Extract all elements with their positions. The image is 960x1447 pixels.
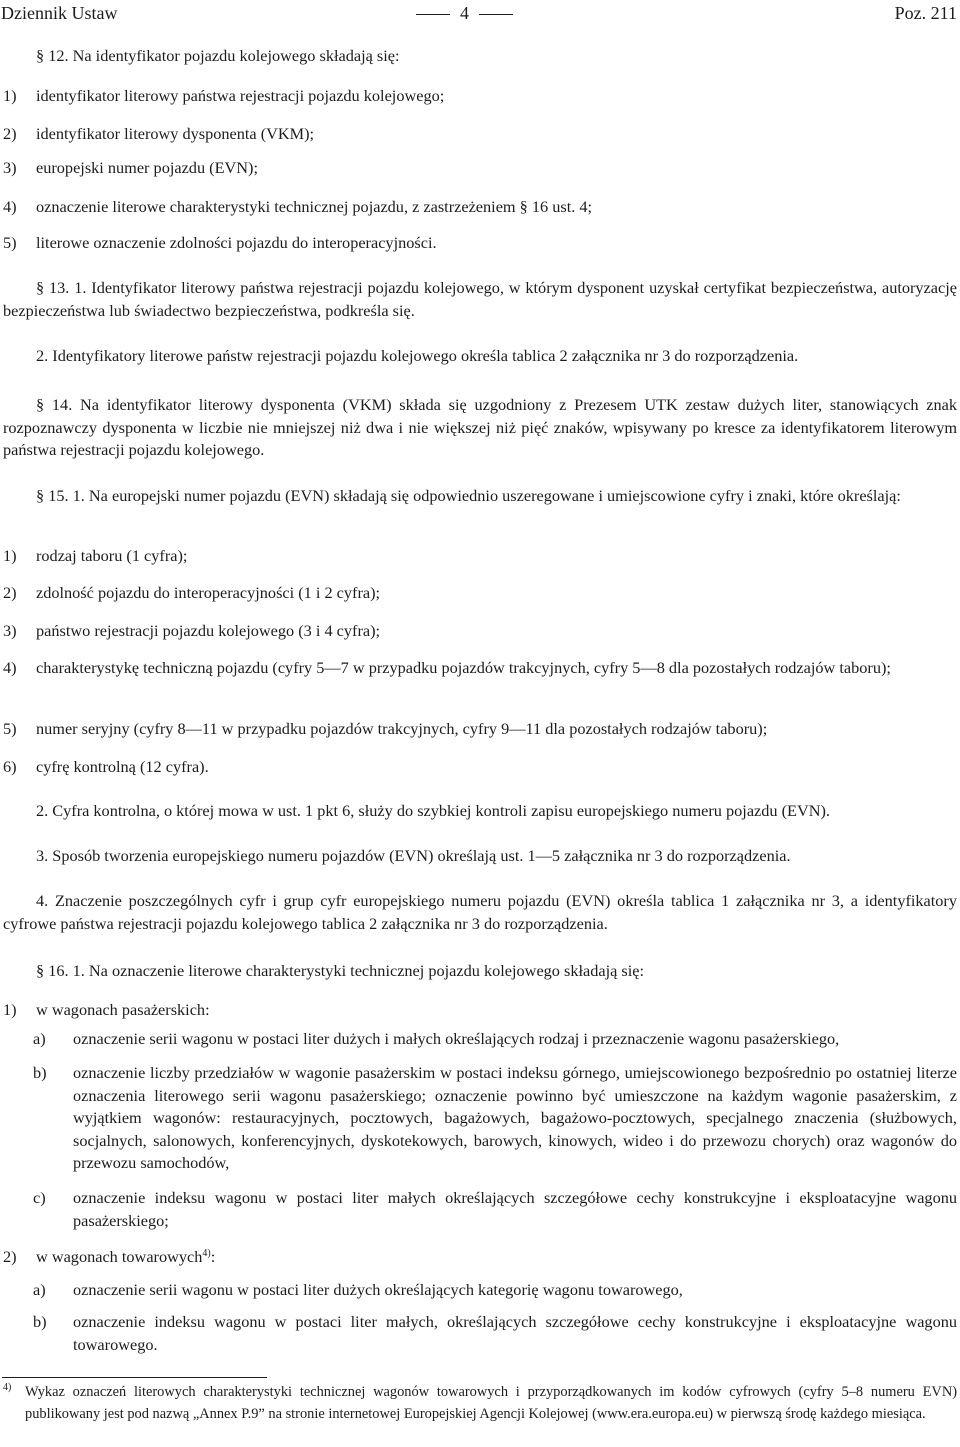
section-12-item-1 xyxy=(3,85,957,108)
section-12-item-4 xyxy=(3,196,957,219)
subitem-text: oznaczenie serii wagonu w postaci liter dużych i małych określających rodzaj i przeznaczenie wagonu pasażerskiego, xyxy=(73,1029,840,1048)
section-16-item-2-sub-b xyxy=(33,1311,957,1356)
item-2-label: w wagonach towarowych xyxy=(36,1247,203,1266)
footnote-number: 4) xyxy=(3,1382,12,1393)
section-16-item-2-sub-a xyxy=(33,1279,957,1302)
subitem-text: oznaczenie liczby przedziałów w wagonie pasażerskim w postaci indeksu górnego, umiejscowionego bezpośrednio po ostatniej literze oznaczenia literowego serii wagonu pasażerskiego; oznaczenie powinno być umieszczone na każdym wagonie pasażerskim, z wyjątkiem wagonów: restauracyjnych, pocztowych, bagażowych, bagażowo-pocztowych, specjalnego znaczenia (służbowych, socjalnych, salonowych, konferencyjnych, dyskotekowych, barowych, kinowych, wideo i do przewozu chorych) oraz wagonów do przewozu samochodów, xyxy=(73,1063,957,1172)
position-number: Poz. 211 xyxy=(894,3,957,23)
item-text: europejski numer pojazdu (EVN); xyxy=(36,158,258,177)
item-text: zdolność pojazdu do interoperacyjności (1 i 2 cyfra); xyxy=(36,583,381,602)
subitem-text: oznaczenie indeksu wagonu w postaci liter małych określających szczegółowe cechy konstrukcyjne i eksploatacyjne wagonu pasażerskiego; xyxy=(73,1188,957,1230)
item-number: 2) xyxy=(3,583,17,602)
section-12-intro: § 12. Na identyfikator pojazdu kolejowego składają się: xyxy=(36,46,400,65)
item-number: 5) xyxy=(3,719,17,738)
section-15-item-2 xyxy=(3,582,957,605)
subitem-letter: c) xyxy=(33,1188,46,1207)
item-text: rodzaj taboru (1 cyfra); xyxy=(36,546,188,565)
section-16-item-1 xyxy=(3,999,957,1022)
section-15-item-1 xyxy=(3,545,957,568)
item-2-colon: : xyxy=(210,1247,216,1266)
item-text: cyfrę kontrolną (12 cyfra). xyxy=(36,757,209,776)
section-13-paragraph-2: 2. Identyfikatory literowe państw rejestracji pojazdu kolejowego określa tablica 2 załącznika nr 3 do rozporządzenia. xyxy=(36,346,799,365)
section-15-item-6 xyxy=(3,756,957,779)
subitem-letter: a) xyxy=(33,1029,46,1048)
subitem-letter: a) xyxy=(33,1280,46,1299)
item-number: 4) xyxy=(3,197,17,216)
item-text: numer seryjny (cyfry 8—11 w przypadku pojazdów trakcyjnych, cyfry 9—11 dla pozostałych rodzajów taboru); xyxy=(36,719,768,738)
item-number: 6) xyxy=(3,757,17,776)
item-number: 1) xyxy=(3,1000,17,1019)
section-16-item-1-sub-b xyxy=(33,1062,957,1175)
item-number: 1) xyxy=(3,546,17,565)
page-number: 4 xyxy=(460,3,469,23)
item-text: charakterystykę techniczną pojazdu (cyfry 5—7 w przypadku pojazdów trakcyjnych, cyfry 5—8 dla pozostałych rodzajów taboru); xyxy=(36,658,891,677)
section-15-item-5 xyxy=(3,718,957,741)
section-15-paragraph-2: 2. Cyfra kontrolna, o której mowa w ust. 1 pkt 6, służy do szybkiej kontroli zapisu europejskiego numeru pojazdu (EVN). xyxy=(36,801,831,820)
section-16-item-1-sub-a xyxy=(33,1028,957,1051)
item-number: 3) xyxy=(3,158,17,177)
subitem-letter: b) xyxy=(33,1063,47,1082)
subitem-text: oznaczenie serii wagonu w postaci liter dużych określających kategorię wagonu towarowego, xyxy=(73,1280,683,1299)
section-12-item-2 xyxy=(3,123,957,146)
item-text: w wagonach pasażerskich: xyxy=(36,1000,210,1019)
section-15-item-3 xyxy=(3,620,957,643)
section-12-item-5 xyxy=(3,232,957,255)
item-text xyxy=(36,1246,957,1269)
section-14-paragraph: § 14. Na identyfikator literowy dysponenta (VKM) składa się uzgodniony z Prezesem UTK zestaw dużych liter, stanowiących znak rozpoznawczy dysponenta w liczbie nie mniejszej niż dwa i nie większej niż pięć znaków, wpisywany po kresce za identyfikatorem literowym państwa rejestracji pojazdu kolejowego. xyxy=(3,395,957,459)
item-text: literowe oznaczenie zdolności pojazdu do interoperacyjności. xyxy=(36,233,437,252)
item-number: 1) xyxy=(3,86,17,105)
item-text: oznaczenie literowe charakterystyki technicznej pojazdu, z zastrzeżeniem § 16 ust. 4; xyxy=(36,197,593,216)
subitem-letter: b) xyxy=(33,1312,47,1331)
item-text: państwo rejestracji pojazdu kolejowego (3 i 4 cyfra); xyxy=(36,621,381,640)
section-16-item-1-sub-c xyxy=(33,1187,957,1232)
section-15-paragraph-4: 4. Znaczenie poszczególnych cyfr i grup cyfr europejskiego numeru pojazdu (EVN) określa tablica 1 załącznika nr 3, a identyfikatory cyfrowe państwa rejestracji pojazdu kolejowego tablica 2 załącznika nr 3 do rozporządzenia. xyxy=(3,891,957,933)
item-number: 5) xyxy=(3,233,17,252)
section-15-item-4 xyxy=(3,657,957,680)
section-12-item-3 xyxy=(3,157,957,180)
section-13-paragraph-1: § 13. 1. Identyfikator literowy państwa rejestracji pojazdu kolejowego, w którym dysponent uzyskał certyfikat bezpieczeństwa, autoryzację bezpieczeństwa lub świadectwo bezpieczeństwa, podkreśla się. xyxy=(3,278,957,320)
page-header xyxy=(0,2,960,26)
section-15-paragraph-1: § 15. 1. Na europejski numer pojazdu (EVN) składają się odpowiednio uszeregowane i umiejscowione cyfry i znaki, które określają: xyxy=(36,486,901,505)
subitem-text: oznaczenie indeksu wagonu w postaci liter małych, określających szczegółowe cechy konstrukcyjne i eksploatacyjne wagonu towarowego. xyxy=(73,1312,957,1354)
footnote xyxy=(3,1382,957,1425)
footnote-text: Wykaz oznaczeń literowych charakterystyki technicznej wagonów towarowych i przyporządkowanych im kodów cyfrowych (cyfry 5–8 numeru EVN) publikowany jest pod nazwą „Annex P.9” na stronie internetowej Europejskiej Agencji Kolejowej (www.era.europa.eu) w pierwszą środę każdego miesiąca. xyxy=(25,1384,957,1422)
item-text: identyfikator literowy państwa rejestracji pojazdu kolejowego; xyxy=(36,86,445,105)
footnote-reference[interactable]: 4) xyxy=(202,1248,211,1259)
item-text: identyfikator literowy dysponenta (VKM); xyxy=(36,124,315,143)
item-number: 2) xyxy=(3,124,17,143)
section-15-paragraph-3: 3. Sposób tworzenia europejskiego numeru pojazdów (EVN) określają ust. 1—5 załącznika nr 3 do rozporządzenia. xyxy=(36,846,791,865)
section-16-paragraph-1: § 16. 1. Na oznaczenie literowe charakterystyki technicznej pojazdu kolejowego składają się: xyxy=(36,961,645,980)
item-number: 3) xyxy=(3,621,17,640)
item-number: 2) xyxy=(3,1247,17,1266)
section-16-item-2 xyxy=(3,1246,957,1269)
footnote-divider xyxy=(2,1377,267,1378)
journal-title: Dziennik Ustaw xyxy=(1,3,118,23)
item-number: 4) xyxy=(3,658,17,677)
